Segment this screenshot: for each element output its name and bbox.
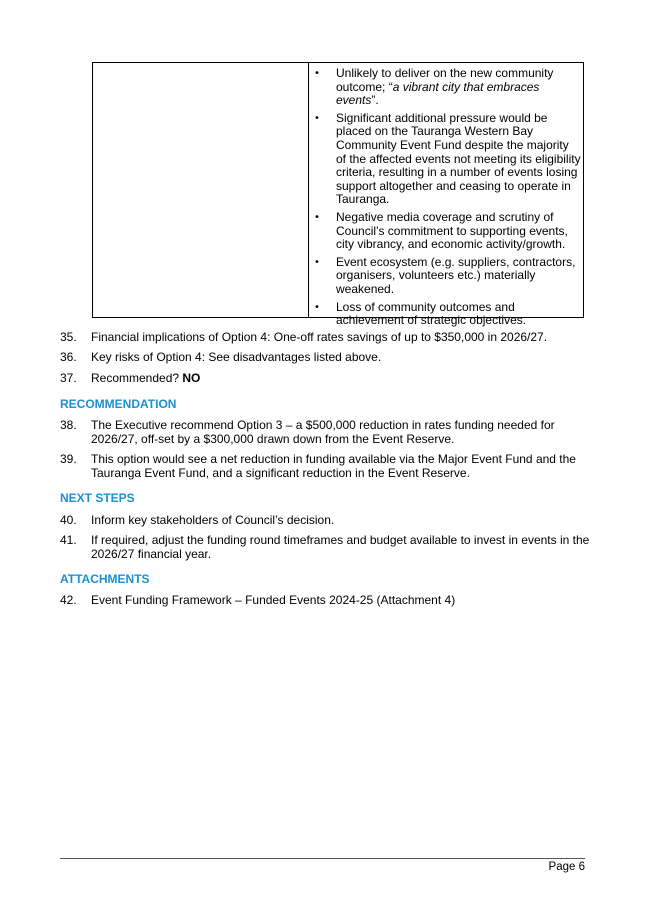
paragraph-35: 35. Financial implications of Option 4: One-off rates savings of up to $350,000 in 2026/27. [60,330,548,344]
paragraph-41: 41. If required, adjust the funding round timeframes and budget available to invest in events in the 2026/27 financial year. [60,533,590,561]
footer-divider [60,858,585,859]
recommendation-heading: RECOMMENDATION [60,397,177,411]
list-item: • Negative media coverage and scrutiny of Council’s commitment to supporting events, city vibrancy, and economic activity/growth. [310,211,583,252]
list-item: • Significant additional pressure would be placed on the Tauranga Western Bay Community Event Fund despite the majority of the affected events not meeting its eligibility criteria, resulting in a number of events losing support altogether and ceasing to operate in Tauranga. [310,112,583,207]
paragraph-39: 39. This option would see a net reduction in funding available via the Major Event Fund and the Tauranga Event Fund, and a significant reduction in the Event Reserve. [60,452,576,480]
next-steps-heading: NEXT STEPS [60,491,135,505]
paragraph-37: 37. Recommended? NO [60,371,201,385]
list-item: • Event ecosystem (e.g. suppliers, contractors, organisers, volunteers etc.) materially weakened. [310,256,583,297]
bullet-icon: • [314,301,320,313]
page-number: Page 6 [548,861,585,873]
paragraph-36: 36. Key risks of Option 4: See disadvantages listed above. [60,350,382,364]
list-item: • Unlikely to deliver on the new community outcome; “a vibrant city that embraces events”. [310,67,583,108]
bullet-icon: • [314,256,320,268]
paragraph-42: 42. Event Funding Framework – Funded Events 2024-25 (Attachment 4) [60,593,456,607]
table-column-divider [308,63,309,317]
bullet-icon: • [314,211,320,223]
paragraph-38: 38. The Executive recommend Option 3 – a $500,000 reduction in rates funding needed for 2026/27, off-set by a $300,000 drawn down from the Event Reserve. [60,418,555,446]
disadvantages-list [310,63,583,328]
paragraph-40: 40. Inform key stakeholders of Council’s decision. [60,513,335,527]
bullet-icon: • [314,112,320,124]
attachments-heading: ATTACHMENTS [60,572,150,586]
bullet-icon: • [314,68,320,79]
options-table [92,62,584,328]
list-item: • Loss of community outcomes and achievement of strategic objectives. [310,301,583,328]
